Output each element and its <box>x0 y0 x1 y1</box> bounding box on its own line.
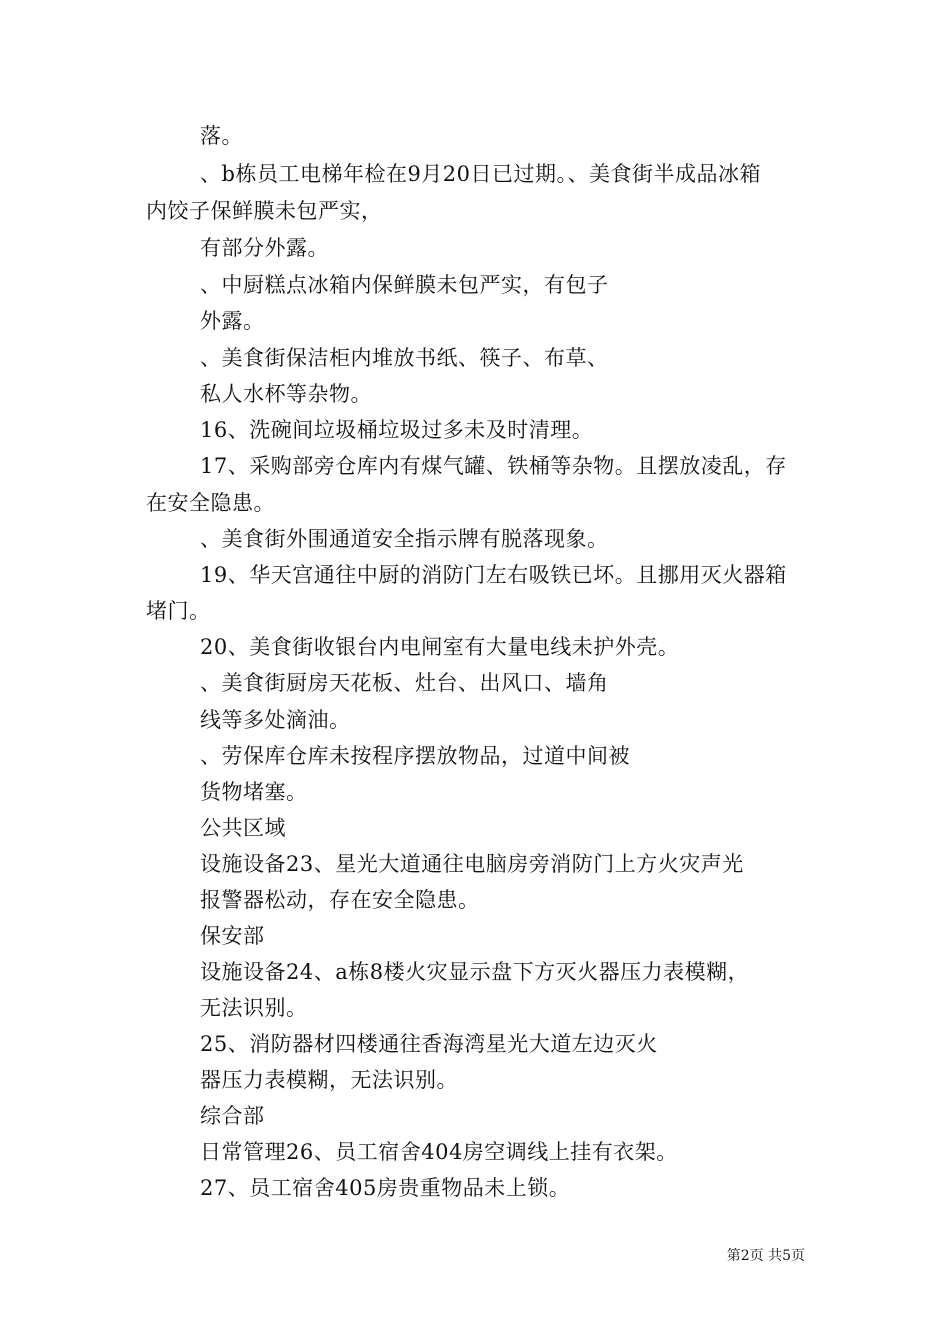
text-line-25: 无法识别。 <box>200 996 308 1020</box>
text-line-11: 在安全隐患。 <box>146 491 275 515</box>
text-line-29: 日常管理26、员工宿舍404房空调线上挂有衣架。 <box>200 1140 678 1164</box>
text-line-4: 有部分外露。 <box>200 236 329 260</box>
text-line-19: 货物堵塞。 <box>200 780 308 804</box>
text-line-26: 25、消防器材四楼通往香海湾星光大道左边灭火 <box>200 1032 658 1056</box>
section-heading-general-affairs: 综合部 <box>200 1104 265 1128</box>
text-line-22: 报警器松动，存在安全隐患。 <box>200 888 480 912</box>
text-line-21: 设施设备23、星光大道通往电脑房旁消防门上方火灾声光 <box>200 852 744 876</box>
section-heading-security: 保安部 <box>200 924 265 948</box>
text-line-16: 、美食街厨房天花板、灶台、出风口、墙角 <box>200 671 609 695</box>
text-line-8: 私人水杯等杂物。 <box>200 382 372 406</box>
text-line-2: 、b栋员工电梯年检在9月20日已过期。、美食街半成品冰箱 <box>200 162 762 186</box>
text-line-6: 外露。 <box>200 309 265 333</box>
page-number-footer: 第2页 共5页 <box>726 1248 805 1264</box>
text-line-5: 、中厨糕点冰箱内保鲜膜未包严实，有包子 <box>200 273 609 297</box>
text-line-13: 19、华天宫通往中厨的消防门左右吸铁已坏。且挪用灭火器箱 <box>200 563 787 587</box>
text-line-7: 、美食街保洁柜内堆放书纸、筷子、布草、 <box>200 346 609 370</box>
text-line-24: 设施设备24、a栋8楼火灾显示盘下方灭火器压力表模糊， <box>200 960 750 984</box>
text-line-12: 、美食街外围通道安全指示牌有脱落现象。 <box>200 527 609 551</box>
text-line-15: 20、美食街收银台内电闸室有大量电线未护外壳。 <box>200 635 680 659</box>
section-heading-public-area: 公共区域 <box>200 816 286 840</box>
text-line-30: 27、员工宿舍405房贵重物品未上锁。 <box>200 1176 571 1200</box>
text-line-18: 、劳保库仓库未按程序摆放物品，过道中间被 <box>200 744 630 768</box>
text-line-14: 堵门。 <box>146 599 211 623</box>
text-line-27: 器压力表模糊，无法识别。 <box>200 1068 458 1092</box>
text-line-17: 线等多处滴油。 <box>200 708 351 732</box>
text-line-9: 16、洗碗间垃圾桶垃圾过多未及时清理。 <box>200 418 594 442</box>
text-line-1: 落。 <box>200 124 243 148</box>
text-line-3: 内饺子保鲜膜未包严实， <box>146 199 383 223</box>
text-line-10: 17、采购部旁仓库内有煤气罐、铁桶等杂物。且摆放凌乱，存 <box>200 454 787 478</box>
